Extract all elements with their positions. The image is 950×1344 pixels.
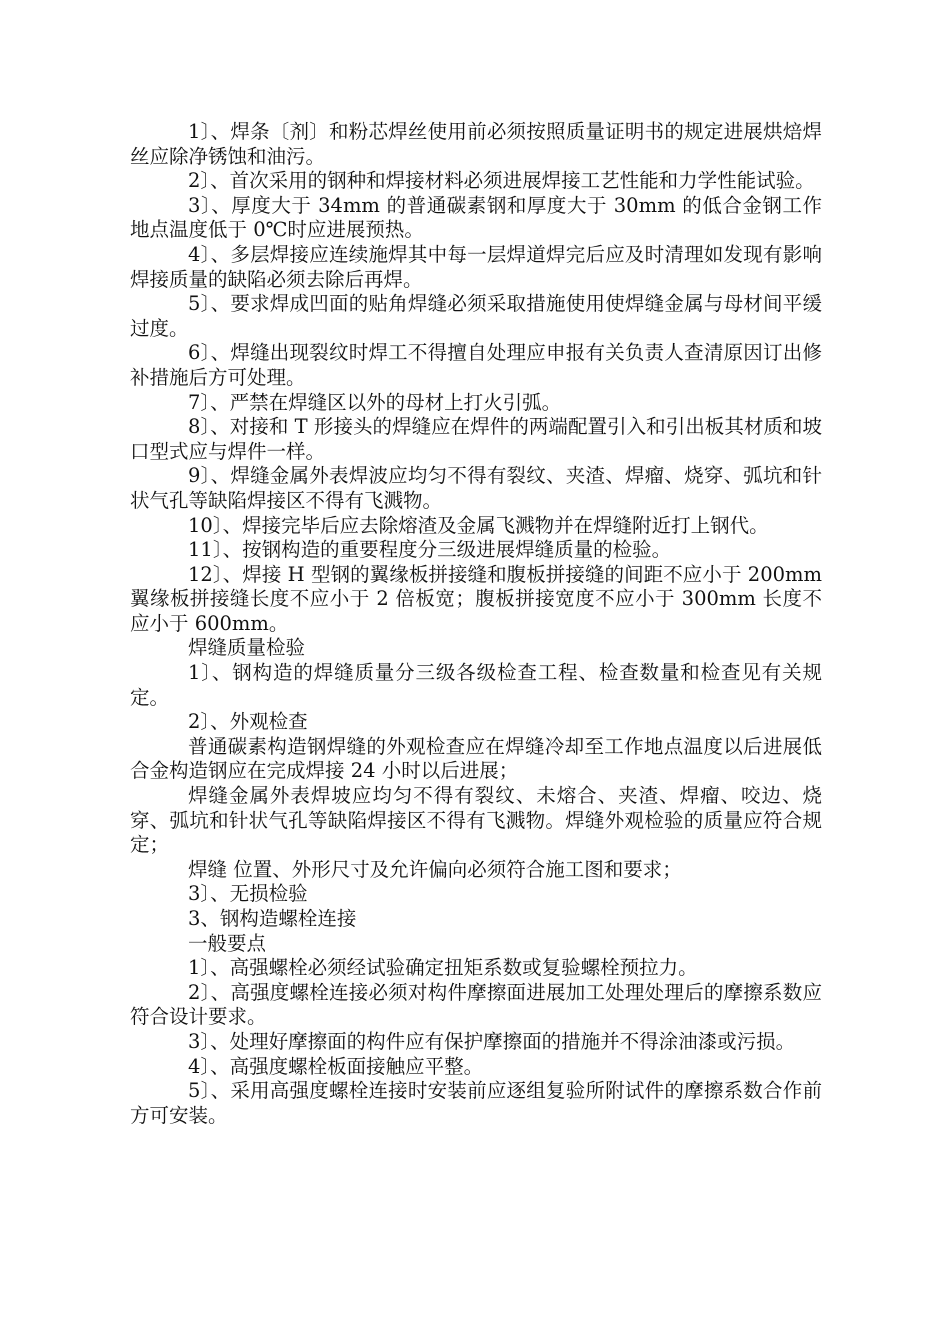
paragraph-18: 焊缝 位置、外形尺寸及允许偏向必须符合施工图和要求； xyxy=(188,857,682,881)
paragraph-7: 7〕、严禁在焊缝区以外的母材上打火引弧。 xyxy=(188,390,562,414)
section-heading-general-points: 一般要点 xyxy=(188,931,267,955)
paragraph-5: 5〕、要求焊成凹面的贴角焊缝必须采取措施使用使焊缝金属与母材间平缓过度。 xyxy=(130,292,822,340)
paragraph-14: 1〕、钢构造的焊缝质量分三级各级检查工程、检查数量和检查见有关规定。 xyxy=(130,661,822,709)
document-page xyxy=(130,120,822,1128)
paragraph-16: 普通碳素构造钢焊缝的外观检查应在焊缝冷却至工作地点温度以后进展低合金构造钢应在完成焊接 24 小时以后进展； xyxy=(130,734,822,783)
paragraph-2: 2〕、首次采用的钢种和焊接材料必须进展焊接工艺性能和力学性能试验。 xyxy=(188,169,815,193)
paragraph-6: 6〕、焊缝出现裂纹时焊工不得擅自处理应申报有关负责人查清原因订出修补措施后方可处理。 xyxy=(130,341,822,389)
paragraph-19: 3〕、无损检验 xyxy=(188,882,308,906)
paragraph-15: 2〕、外观检查 xyxy=(188,710,308,734)
paragraph-1: 1〕、焊条〔剂〕和粉芯焊丝使用前必须按照质量证明书的规定进展烘焙焊丝应除净锈蚀和油污。 xyxy=(130,120,822,168)
paragraph-25: 4〕、高强度螺栓板面接触应平整。 xyxy=(188,1054,484,1078)
paragraph-3: 3〕、厚度大于 34mm 的普通碳素钢和厚度大于 30mm 的低合金钢工作地点温度低于 0℃时应进展预热。 xyxy=(130,193,822,242)
paragraph-4: 4〕、多层焊接应连续施焊其中每一层焊道焊完后应及时清理如发现有影响焊接质量的缺陷必须去除后再焊。 xyxy=(130,242,822,291)
paragraph-26: 5〕、采用高强度螺栓连接时安装前应逐组复验所附试件的摩擦系数合作前方可安装。 xyxy=(130,1079,822,1127)
paragraph-10: 10〕、焊接完毕后应去除熔渣及金属飞溅物并在焊缝附近打上钢代。 xyxy=(188,513,769,537)
paragraph-23: 2〕、高强度螺栓连接必须对构件摩擦面进展加工处理处理后的摩擦系数应符合设计要求。 xyxy=(130,980,822,1029)
paragraph-11: 11〕、按钢构造的重要程度分三级进展焊缝质量的检验。 xyxy=(188,538,672,562)
paragraph-12: 12〕、焊接 H 型钢的翼缘板拼接缝和腹板拼接缝的间距不应小于 200mm 翼缘板拼接缝长度不应小于 2 倍板宽；腹板拼接宽度不应小于 300mm 长度不应小于 600mm。 xyxy=(130,562,822,635)
section-heading-bolt-connection: 3、钢构造螺栓连接 xyxy=(188,907,357,930)
paragraph-8: 8〕、对接和 T 形接头的焊缝应在焊件的两端配置引入和引出板其材质和坡口型式应与焊件一样。 xyxy=(130,415,822,463)
paragraph-22: 1〕、高强螺栓必须经试验确定扭矩系数或复验螺栓预拉力。 xyxy=(188,956,698,980)
paragraph-17: 焊缝金属外表焊坡应均匀不得有裂纹、未熔合、夹渣、焊瘤、咬边、烧穿、弧坑和针状气孔等缺陷焊接区不得有飞溅物。焊缝外观检验的质量应符合规定； xyxy=(130,784,822,857)
paragraph-9: 9〕、焊缝金属外表焊波应均匀不得有裂纹、夹渣、焊瘤、烧穿、弧坑和针状气孔等缺陷焊接区不得有飞溅物。 xyxy=(130,464,822,512)
section-heading-weld-inspection: 焊缝质量检验 xyxy=(188,636,306,660)
paragraph-24: 3〕、处理好摩擦面的构件应有保护摩擦面的措施并不得涂油漆或污损。 xyxy=(188,1029,796,1053)
